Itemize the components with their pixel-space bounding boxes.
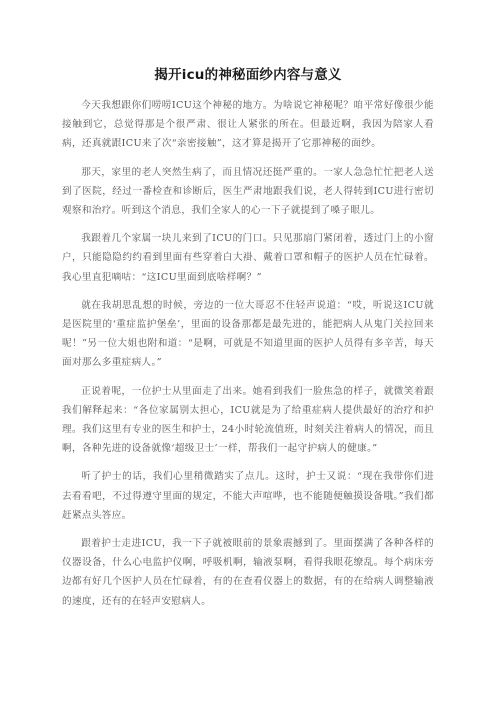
paragraph-4: 就在我胡思乱想的时候，旁边的一位大哥忍不住轻声说道：“哎，听说这ICU就是医院里的‘重症监护堡垒’，里面的设备那都是最先进的，能把病人从鬼门关拉回来呢！”另一位大姐也附和道：“是啊，可就是不知道里面的医护人员得有多辛苦，每天面对那么多重症病人。”: [62, 299, 434, 369]
paragraph-7: 跟着护士走进ICU，我一下子就被眼前的景象震撼到了。里面摆满了各种各样的仪器设备，什么心电监护仪啊，呼吸机啊，输液泵啊，看得我眼花缭乱。每个病床旁边都有好几个医护人员在忙碌着，有的在查看仪器上的数据，有的在给病人调整输液的速度，还有的在轻声安慰病人。: [62, 538, 434, 607]
paragraph-3: 我跟着几个家属一块儿来到了ICU的门口。只见那扇门紧闭着，透过门上的小窗户，只能隐隐约约看到里面有些穿着白大褂、戴着口罩和帽子的医护人员在忙碌着。我心里直犯嘀咕：“这ICU里面到底啥样啊？”: [62, 233, 434, 283]
paragraph-1: 今天我想跟你们唠唠ICU这个神秘的地方。为啥说它神秘呢？咱平常好像很少能接触到它，总觉得那是个很严肃、很让人紧张的所在。但最近啊，我因为陪家人看病，还真就跟ICU来了次“亲密接触”，这才算是揭开了它那神秘的面纱。: [62, 100, 434, 150]
paragraph-6: 听了护士的话，我们心里稍微踏实了点儿。这时，护士又说：“现在我带你们进去看看吧，不过得遵守里面的规定，不能大声喧哗，也不能随便触摸设备哦。”我们都赶紧点头答应。: [62, 471, 434, 521]
paragraph-2: 那天，家里的老人突然生病了，而且情况还挺严重的。一家人急急忙忙把老人送到了医院，经过一番检查和诊断后，医生严肃地跟我们说，老人得转到ICU进行密切观察和治疗。听到这个消息，我们全家人的心一下子就提到了嗓子眼儿。: [62, 166, 434, 217]
paragraph-5: 正说着呢，一位护士从里面走了出来。她看到我们一脸焦急的样子，就微笑着跟我们解释起来：“各位家属别太担心，ICU就是为了给重症病人提供最好的治疗和护理。我们这里有专业的医生和护士，24小时轮流值班，时刻关注着病人的情况，而且啊，各种先进的设备就像‘超级卫士’一样，帮我们一起守护病人的健康。”: [62, 385, 434, 455]
document-title: 揭开icu的神秘面纱内容与意义: [154, 67, 342, 83]
